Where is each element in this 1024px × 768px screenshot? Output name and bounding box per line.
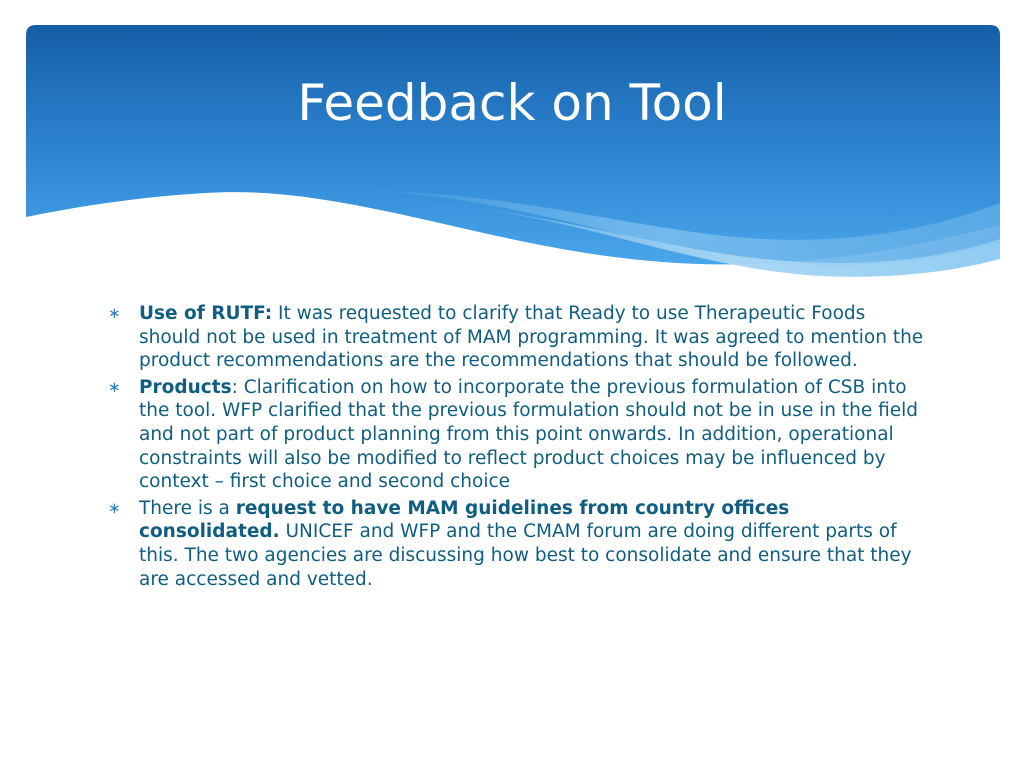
- slide-title: Feedback on Tool: [297, 74, 727, 132]
- asterisk-bullet-icon: ∗: [108, 498, 121, 517]
- bullet-heading: Products: [139, 376, 232, 398]
- bullet-text: : Clarification on how to incorporate the previous formulation of CSB into the tool. WFP clarified that the previous formulation should not be in use in the field and not part of product planning from this point onwards. In addition, operational constraints will also be modified to reflect product choices may be influenced by context – first choice and second choice: [139, 376, 919, 493]
- bullet-heading: Use of RUTF:: [139, 303, 273, 324]
- wave-banner-graphic: [26, 25, 1000, 285]
- bullet-heading: request to have MAM guidelines from country offices consolidated.: [139, 497, 790, 543]
- list-item: [108, 376, 928, 494]
- list-item: [108, 302, 928, 373]
- asterisk-bullet-icon: ∗: [108, 304, 121, 322]
- bullet-text: UNICEF and WFP and the CMAM forum are doing different parts of this. The two agencies are discussing how best to consolidate and ensure that they are accessed and vetted.: [139, 521, 912, 590]
- list-item: [108, 497, 928, 591]
- bullet-text: It was requested to clarify that Ready to use Therapeutic Foods should not be used in treatment of MAM programming. It was agreed to mention the product recommendations are the recommendations that should be followed.: [139, 303, 924, 372]
- asterisk-bullet-icon: ∗: [108, 377, 121, 396]
- bullet-list: [108, 302, 928, 594]
- title-banner: [26, 25, 1000, 285]
- bullet-lead-text: There is a: [139, 497, 236, 519]
